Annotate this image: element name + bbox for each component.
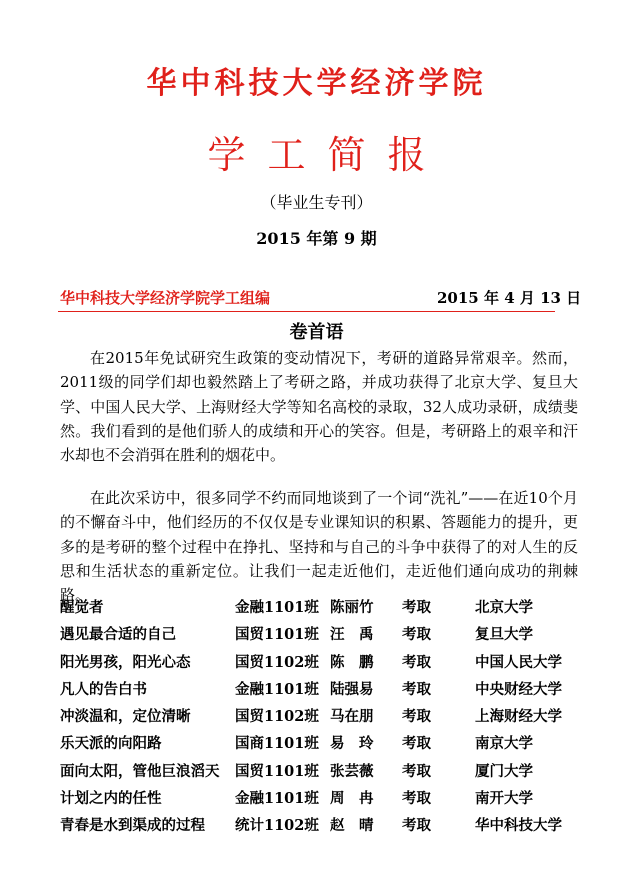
student-name: 汪 禹 — [330, 626, 374, 644]
special-issue-label: （毕业生专刊） — [260, 193, 373, 212]
student-name: 易 玲 — [330, 735, 374, 753]
preface-heading: 卷首语 — [289, 322, 344, 343]
header-divider — [58, 311, 555, 312]
student-name: 张芸薇 — [330, 762, 374, 780]
article-title: 面向太阳，管他巨浪滔天 — [60, 762, 220, 780]
university: 华中科技大学 — [475, 817, 562, 835]
admission-status: 考取 — [402, 790, 431, 808]
university: 中央财经大学 — [475, 680, 562, 698]
list-item[interactable] — [60, 623, 580, 650]
student-class: 国贸1101班 — [235, 762, 319, 780]
article-title: 冲淡温和，定位清晰 — [60, 708, 191, 726]
article-title: 阳光男孩，阳光心态 — [60, 653, 191, 671]
student-name: 马在朋 — [330, 708, 374, 726]
university: 厦门大学 — [475, 762, 533, 780]
student-name: 赵 晴 — [330, 817, 374, 835]
university: 中国人民大学 — [475, 653, 562, 671]
admission-status: 考取 — [402, 599, 431, 616]
list-item[interactable] — [60, 814, 580, 841]
list-item[interactable] — [60, 678, 580, 705]
preface-paragraph-2: 在此次采访中，很多同学不约而同地谈到了一个词“洗礼”——在近10个月的不懈奋斗中，他们经历的不仅仅是专业课知识的积累、答题能力的提升，更多的是考研的整个过程中在挣扎、坚持和与自己的斗争中获得了的对人生的反思和生活状态的重新定位。让我们一起走近他们，走近他们通向成功的荆棘路。 — [60, 489, 578, 605]
list-item[interactable] — [60, 651, 580, 678]
student-name: 陆强易 — [330, 680, 374, 698]
article-title: 醒觉者 — [60, 599, 104, 616]
admission-status: 考取 — [402, 735, 431, 753]
student-name: 周 冉 — [330, 790, 374, 808]
student-class: 金融1101班 — [235, 599, 319, 616]
student-name: 陈 鹏 — [330, 653, 374, 671]
admission-status: 考取 — [402, 817, 431, 835]
article-title: 青春是水到渠成的过程 — [60, 817, 205, 835]
university: 南开大学 — [475, 790, 533, 808]
list-item[interactable] — [60, 787, 580, 814]
interview-list — [60, 596, 580, 842]
preface-paragraph-1: 在2015年免试研究生政策的变动情况下，考研的道路异常艰辛。然而，2011级的同学们却也毅然踏上了考研之路，并成功获得了北京大学、复旦大学、中国人民大学、上海财经大学等知名高校的录取，32人成功录研，成绩斐然。我们看到的是他们骄人的成绩和开心的笑容。但是，考研路上的艰辛和汗水却也不会消弭在胜利的烟花中。 — [60, 349, 578, 465]
brief-title: 学工简报 — [207, 133, 448, 177]
student-class: 国贸1102班 — [235, 653, 319, 671]
admission-status: 考取 — [402, 653, 431, 671]
student-name: 陈丽竹 — [330, 599, 374, 616]
university: 上海财经大学 — [475, 708, 562, 726]
issue-number: 2015 年第 9 期 — [256, 229, 377, 248]
list-item[interactable] — [60, 732, 580, 759]
list-item[interactable] — [60, 596, 580, 623]
admission-status: 考取 — [402, 680, 431, 698]
university: 北京大学 — [475, 599, 533, 616]
list-item[interactable] — [60, 760, 580, 787]
university: 复旦大学 — [475, 626, 533, 644]
admission-status: 考取 — [402, 762, 431, 780]
student-class: 金融1101班 — [235, 680, 319, 698]
list-item[interactable] — [60, 705, 580, 732]
student-class: 国贸1102班 — [235, 708, 319, 726]
article-title: 乐天派的向阳路 — [60, 735, 162, 753]
editor-credit: 华中科技大学经济学院学工组编 — [60, 289, 271, 307]
student-class: 国贸1101班 — [235, 626, 319, 644]
university: 南京大学 — [475, 735, 533, 753]
article-title: 凡人的告白书 — [60, 680, 147, 698]
student-class: 国商1101班 — [235, 735, 319, 753]
admission-status: 考取 — [402, 708, 431, 726]
article-title: 计划之内的任性 — [60, 790, 162, 808]
org-title: 华中科技大学经济学院 — [146, 66, 487, 101]
publish-date: 2015 年 4 月 13 日 — [437, 289, 582, 307]
student-class: 金融1101班 — [235, 790, 319, 808]
article-title: 遇见最合适的自己 — [60, 626, 176, 644]
student-class: 统计1102班 — [235, 817, 319, 835]
admission-status: 考取 — [402, 626, 431, 644]
